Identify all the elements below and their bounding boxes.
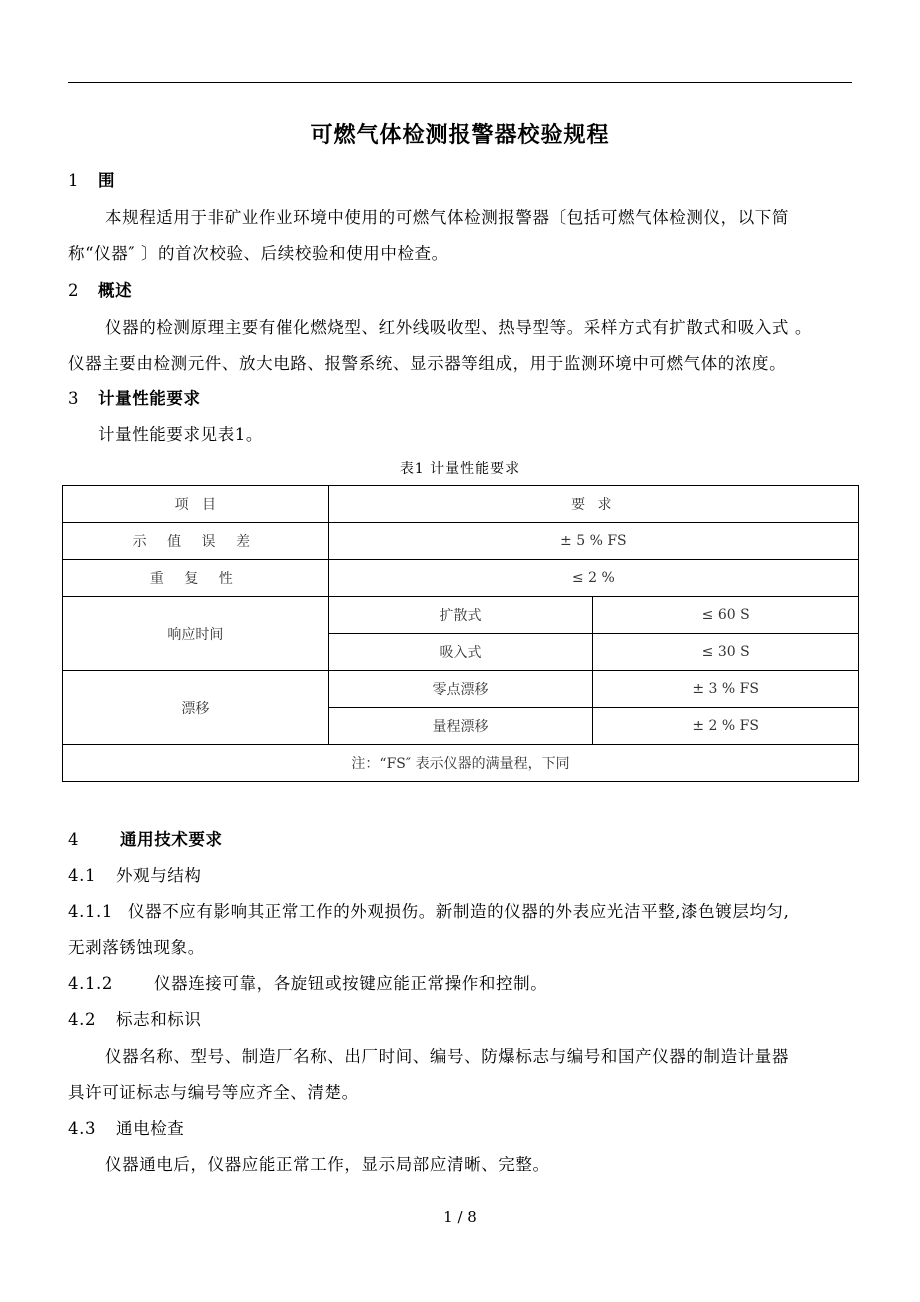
section-1-heading: [68, 167, 115, 191]
table-cell: 重 复 性: [63, 560, 329, 597]
header-rule: [68, 82, 852, 83]
page-number: 1 / 8: [443, 1208, 477, 1226]
subsection-4-1-2-line: [68, 970, 547, 994]
section-number: 4.1.1: [68, 902, 113, 921]
table-header-row: [63, 486, 859, 523]
table-cell: 零点漂移: [328, 671, 593, 708]
section-title: 通用技术要求: [120, 830, 223, 849]
paragraph-line: 仪器的检测原理主要有催化燃烧型、红外线吸收型、热导型等。采样方式有扩散式和吸入式 。: [105, 318, 812, 337]
paragraph-line: 无剥落锈蚀现象。: [68, 938, 205, 957]
page-title: 可燃气体检测报警器校验规程: [310, 122, 610, 148]
paragraph-text: 仪器不应有影响其正常工作的外观损伤。新制造的仪器的外表应光洁平整,漆色镀层均匀,: [128, 902, 790, 921]
paragraph-text: 仪器连接可靠，各旋钮或按键应能正常操作和控制。: [154, 974, 548, 993]
section-3-heading: [68, 385, 201, 409]
table-caption: 表1 计量性能要求: [399, 461, 521, 477]
subsection-4-2-heading: [68, 1006, 202, 1030]
paragraph-line: 称“仪器″ 〕的首次校验、后续校验和使用中检查。: [68, 244, 449, 263]
paragraph-line: 本规程适用于非矿业作业环境中使用的可燃气体检测报警器〔包括可燃气体检测仪，以下简: [105, 208, 789, 227]
table-note-row: [63, 745, 859, 782]
paragraph-line: 仪器主要由检测元件、放大电路、报警系统、显示器等组成，用于监测环境中可燃气体的浓度。: [68, 354, 787, 373]
table-cell: 示 值 误 差: [63, 523, 329, 560]
section-number: 4: [68, 830, 80, 849]
subsection-4-1-heading: [68, 862, 202, 886]
section-number: 4.1.2: [68, 974, 113, 993]
paragraph-line: 计量性能要求见表1。: [98, 425, 263, 444]
section-number: 4.1: [68, 866, 97, 885]
table-cell: 响应时间: [63, 597, 329, 671]
section-4-heading: [68, 826, 223, 850]
section-title: 通电检查: [116, 1119, 185, 1138]
table-cell: ≤ 60 S: [593, 597, 859, 634]
paragraph-line: 仪器名称、型号、制造厂名称、出厂时间、编号、防爆标志与编号和国产仪器的制造计量器: [105, 1047, 789, 1066]
section-number: 1: [68, 171, 80, 190]
section-number: 4.3: [68, 1119, 97, 1138]
section-title: 外观与结构: [116, 866, 202, 885]
table-cell: ≤ 30 S: [593, 634, 859, 671]
section-title: 概述: [98, 281, 133, 300]
table-cell: ± 5 % FS: [328, 523, 858, 560]
table-cell: 量程漂移: [328, 708, 593, 745]
section-title: 围: [98, 171, 116, 190]
section-title: 标志和标识: [116, 1010, 202, 1029]
table-header-cell: 要 求: [328, 486, 858, 523]
section-number: 3: [68, 389, 80, 408]
table-header-cell: 项 目: [63, 486, 329, 523]
section-title: 计量性能要求: [98, 389, 201, 408]
table-cell: ≤ 2 %: [328, 560, 858, 597]
paragraph-line: 具许可证标志与编号等应齐全、清楚。: [68, 1083, 359, 1102]
requirements-table: [62, 485, 859, 782]
section-2-heading: [68, 277, 132, 301]
table-row: [63, 671, 859, 708]
table-cell: ± 2 % FS: [593, 708, 859, 745]
subsection-4-1-1-line: [68, 898, 790, 922]
section-number: 4.2: [68, 1010, 97, 1029]
subsection-4-3-heading: [68, 1115, 184, 1139]
table-cell: 漂移: [63, 671, 329, 745]
table-row: [63, 560, 859, 597]
table-note: 注：“FS″ 表示仪器的满量程，下同: [63, 745, 859, 782]
table-row: [63, 597, 859, 634]
table-cell: ± 3 % FS: [593, 671, 859, 708]
section-number: 2: [68, 281, 80, 300]
table-row: [63, 523, 859, 560]
table-cell: 扩散式: [328, 597, 593, 634]
table-cell: 吸入式: [328, 634, 593, 671]
paragraph-line: 仪器通电后，仪器应能正常工作，显示局部应清晰、完整。: [105, 1155, 550, 1174]
